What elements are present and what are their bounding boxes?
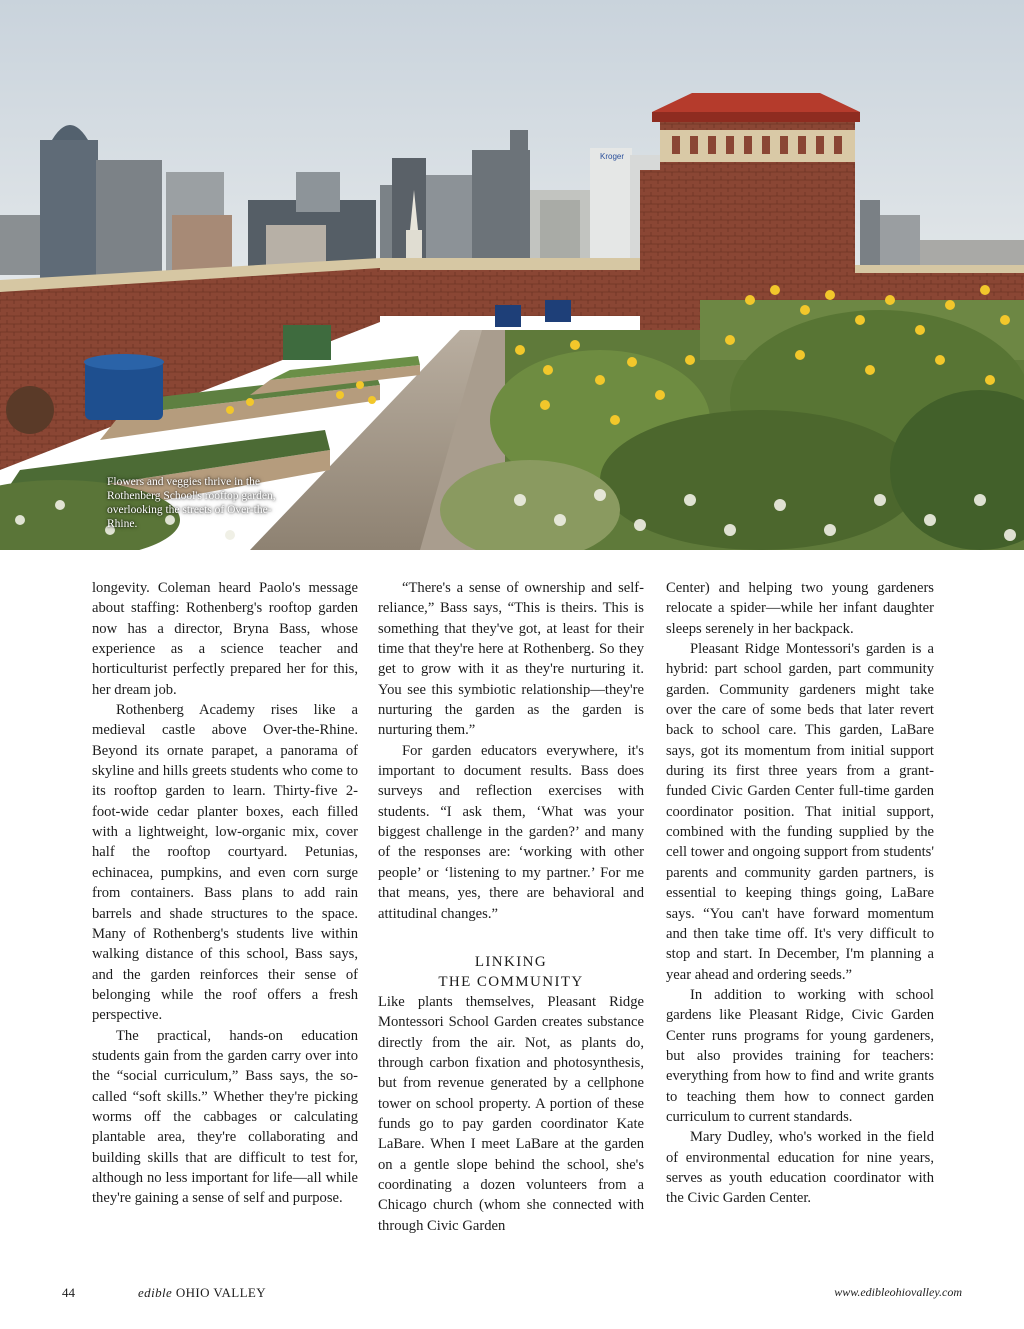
paragraph: Rothenberg Academy rises like a medieval castle above Over-the-Rhine. Beyond its ornate parapet, a panorama of skyline and hills greets students who come to its rooftop garden to learn. Thirty-five 2-foot-wide cedar planter boxes, each filled with a lightweight, low-organic mix, cover half the rooftop courtyard. Petunias, echinacea, pumpkins, and even corn surge from containers. Bass plans to add rain barrels and shade structures to the space. Many of Rothenberg's students live within walking distance of this school, Bass says, and the garden reinforces their sense of belonging while the roof offers a fresh perspective. <box>92 702 358 1024</box>
section-heading <box>378 952 644 992</box>
paragraph: Mary Dudley, who's worked in the field of environmental education for nine years, serves as youth education coordinator with the Civic Garden Center. <box>666 1129 934 1207</box>
paragraph: In addition to working with school gardens like Pleasant Ridge, Civic Garden Center runs programs for young gardeners, but also provides training for teachers: everything from how to find and write grants to teaching them how to connect garden curriculum to current standards. <box>666 986 934 1125</box>
section-heading-line-1: LINKING <box>474 953 548 970</box>
brand-edible: edible <box>138 1285 173 1300</box>
magazine-brand <box>138 1285 266 1301</box>
section-heading-line-2: THE COMMUNITY <box>438 973 584 990</box>
hero-photo <box>0 0 1024 550</box>
brand-ohio-valley: OHIO VALLEY <box>175 1285 267 1300</box>
paragraph: Center) and helping two young gardeners relocate a spider—while her infant daughter sleeps serenely in her backpack. <box>666 580 934 637</box>
paragraph: Pleasant Ridge Montessori's garden is a hybrid: part school garden, part community garden. Community gardeners might take over the care of some beds that later revert back to school care. This garden, LaBare says, got its momentum from initial support during its first three years from a grant-funded Civic Garden Center full-time garden coordinator position. That initial support, combined with the funding supplied by the cell tower and ongoing support from students' parents and community garden partners, is essential to keeping things going, LaBare says. “You can't have forward momentum and then take time off. It's very difficult to stop and start. In December, I'm planning a year ahead and ordering seeds.” <box>666 641 934 983</box>
article-column-1 <box>92 578 358 1209</box>
photo-caption: Flowers and veggies thrive in the Rothenberg School's rooftop garden, overlooking the streets of Over-the-Rhine. <box>107 476 276 530</box>
website-url: www.edibleohiovalley.com <box>834 1285 962 1299</box>
paragraph: For garden educators everywhere, it's important to document results. Bass does surveys and reflection exercises with students. “I ask them, ‘What was your biggest challenge in the garden?’ and many of the responses are: ‘working with other people’ or ‘listening to my partner.’ For me that means, yes, there are behavioral and attitudinal changes.” <box>378 742 644 922</box>
article-column-2 <box>378 578 644 1236</box>
article-column-3 <box>666 578 934 1209</box>
paragraph: “There's a sense of ownership and self-reliance,” Bass says, “This is theirs. This is something that they've got, at least for their time that they're here at Rothenberg. So they get to grow with it as they're nurturing it. You see this symbiotic relationship—they're nurturing the garden as the garden is nurturing them.” <box>378 580 644 739</box>
paragraph: The practical, hands-on education students gain from the garden carry over into the “social curriculum,” Bass says, the so-called “soft skills.” Whether they're picking worms off the cabbages or calculating plantable area, they're collaborating and building skills that are difficult to test for, although no less important for life—all while they're gaining a sense of self and purpose. <box>92 1027 358 1207</box>
paragraph: longevity. Coleman heard Paolo's message about staffing: Rothenberg's rooftop garden now has a director, Bryna Bass, whose experience as a science teacher and horticulturist perfectly prepared her for this, her dream job. <box>92 580 358 698</box>
kroger-sign: Kroger <box>600 152 625 161</box>
page-number: 44 <box>62 1285 75 1300</box>
paragraph: Like plants themselves, Pleasant Ridge Montessori School Garden creates substance directly from the air. Not, as plants do, through carbon fixation and photosynthesis, but from revenue generated by a cellphone tower on school property. A portion of these funds go to pay garden coordinator Kate LaBare. When I meet LaBare at the garden on a gentle slope behind the school, she's coordinating a dozen volunteers from a Chicago church (whom she connected with through Civic Garden <box>378 993 644 1234</box>
